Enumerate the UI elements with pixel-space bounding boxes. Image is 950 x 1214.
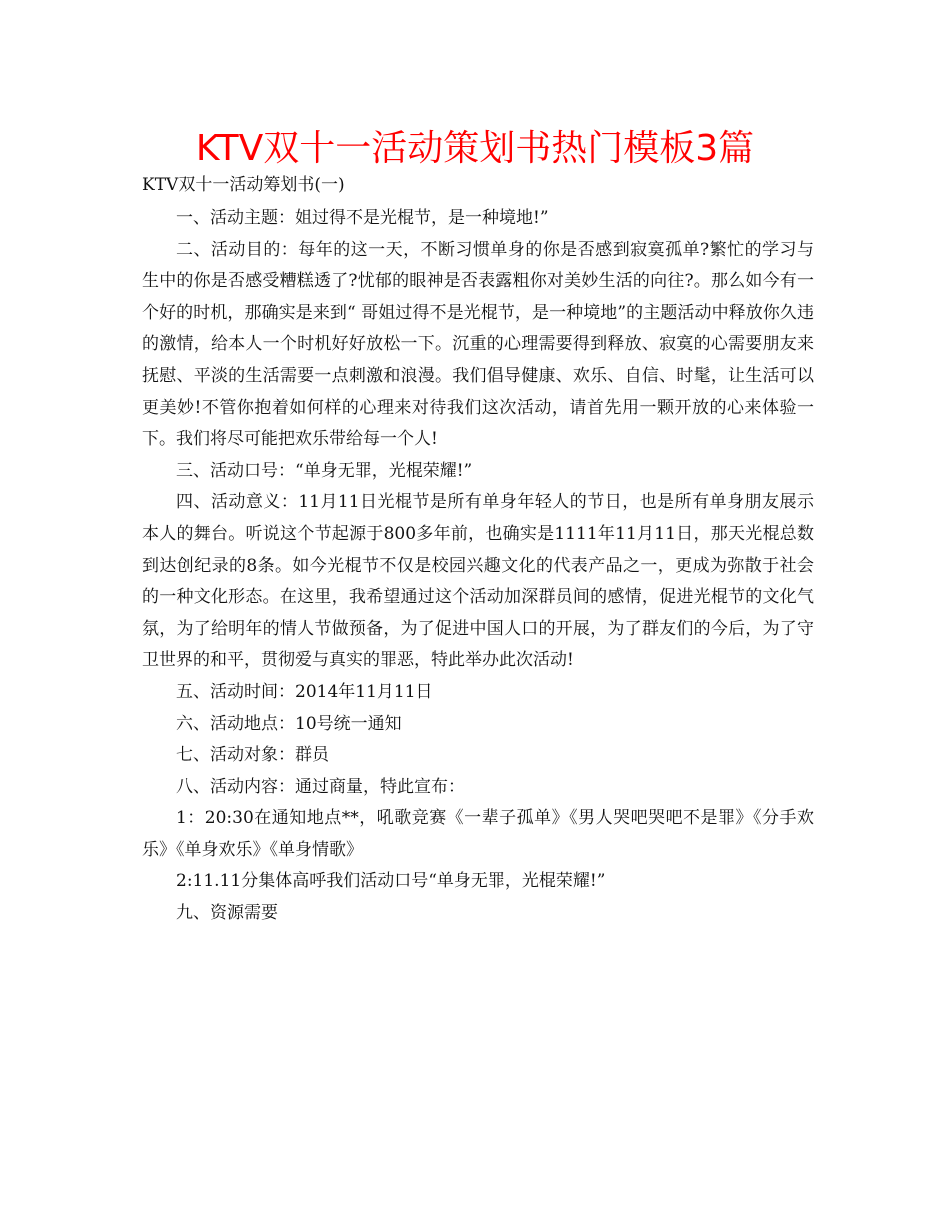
paragraph-significance: 四、活动意义：11月11日光棍节是所有单身年轻人的节日，也是所有单身朋友展示本人的舞台。听说这个节起源于800多年前，也确实是1111年11月11日，那天光棍总数到达创纪录的8条。如今光棍节不仅是校园兴趣文化的代表产品之一，更成为弥散于社会的一种文化形态。在这里，我希望通过这个活动加深群员间的感情，促进光棍节的文化气氛，为了给明年的情人节做预备，为了促进中国人口的开展，为了群友们的今后，为了守卫世界的和平，贯彻爱与真实的罪恶，特此举办此次活动! (142, 492, 814, 671)
document-body (142, 172, 814, 930)
section-heading: KTV双十一活动筹划书(一) (142, 175, 345, 195)
document-title: KTV双十一活动策划书热门模板3篇 (195, 128, 755, 169)
paragraph-resources: 九、资源需要 (176, 903, 278, 924)
paragraph-location: 六、活动地点：10号统一通知 (176, 713, 402, 734)
paragraph-purpose: 二、活动目的：每年的这一天，不断习惯单身的你是否感到寂寞孤单?繁忙的学习与生中的你是否感受糟糕透了?忧郁的眼神是否表露粗你对美妙生活的向往?。那么如今有一个好的时机，那确实是来到“ 哥姐过得不是光棍节，是一种境地”的主题活动中释放你久违的激情，给本人一个时机好好放松一下。沉重的心理需要得到释放、寂寞的心需要朋友来抚慰、平淡的生活需要一点刺激和浪漫。我们倡导健康、欢乐、自信、时髦，让生活可以更美妙!不管你抱着如何样的心理来对待我们这次活动，请首先用一颗开放的心来体验一下。我们将尽可能把欢乐带给每一个人! (142, 239, 814, 450)
paragraph-time: 五、活动时间：2014年11月11日 (176, 681, 433, 702)
paragraph-content-item-2: 2:11.11分集体高呼我们活动口号“单身无罪，光棍荣耀!” (176, 871, 606, 892)
paragraph-content-item-1: 1：20:30在通知地点**，吼歌竞赛《一辈子孤单》《男人哭吧哭吧不是罪》《分手欢乐》《单身欢乐》《单身情歌》 (142, 808, 814, 860)
paragraph-audience: 七、活动对象：群员 (176, 745, 329, 766)
paragraph-theme: 一、活动主题：姐过得不是光棍节，是一种境地!” (176, 208, 549, 228)
paragraph-slogan: 三、活动口号：“单身无罪，光棍荣耀!” (176, 460, 473, 481)
paragraph-content: 八、活动内容：通过商量，特此宣布： (176, 776, 465, 797)
